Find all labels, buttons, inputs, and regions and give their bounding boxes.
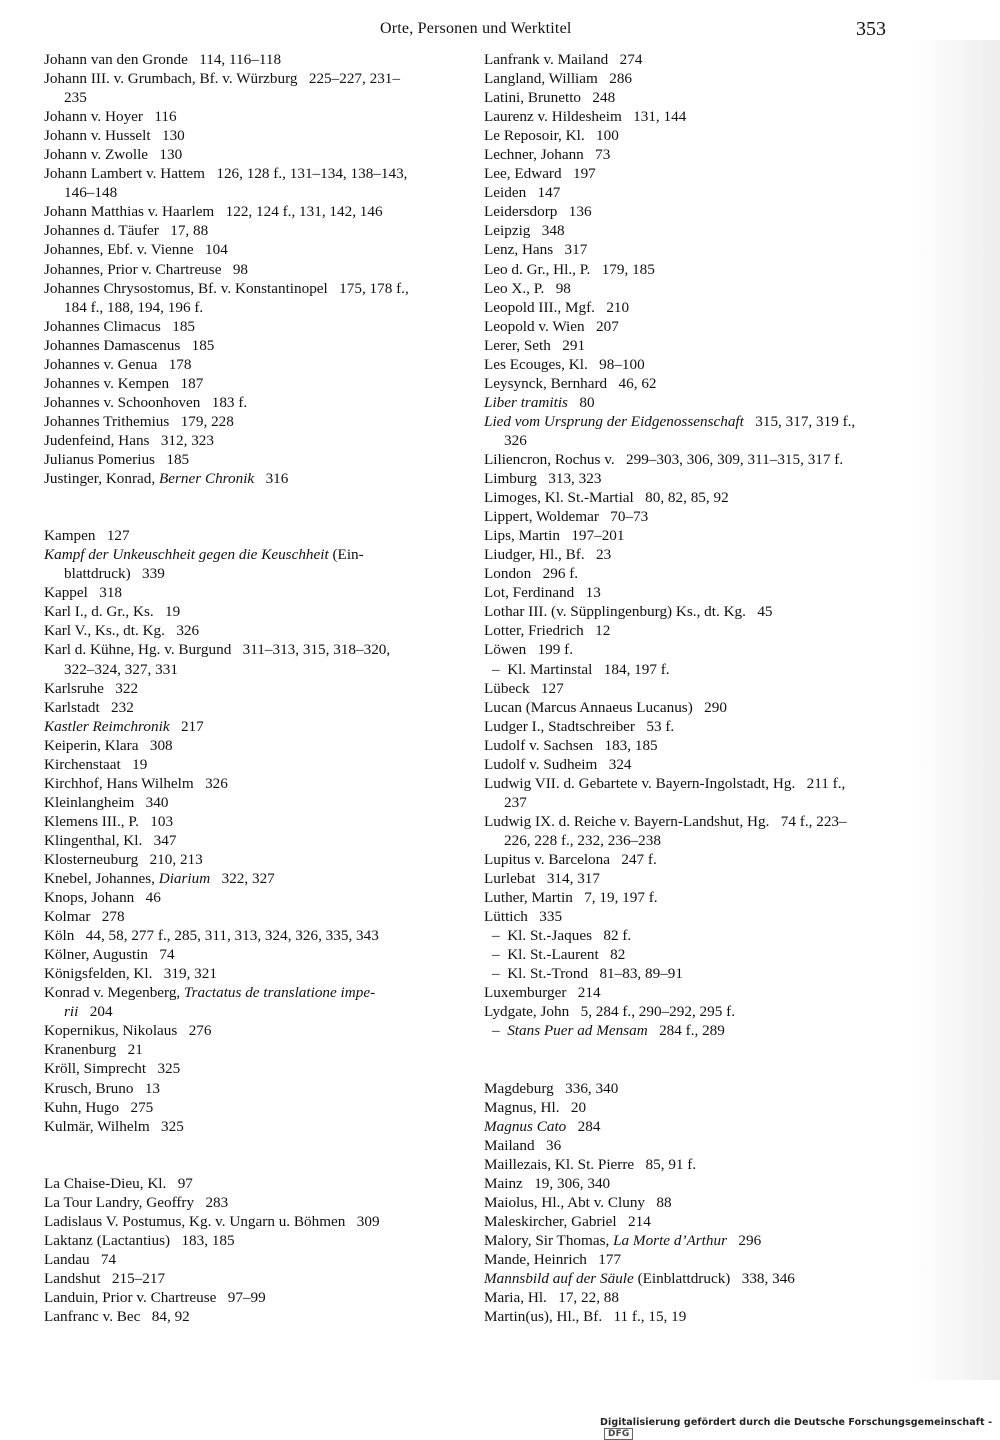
index-entry bbox=[484, 545, 914, 564]
index-subentry bbox=[484, 1021, 914, 1040]
entry-line: Johann v. Hoyer 116 bbox=[44, 108, 177, 126]
index-entry bbox=[484, 69, 914, 88]
index-entry bbox=[44, 107, 464, 126]
entry-line: Leiden 147 bbox=[484, 184, 561, 202]
page-edge-shadow bbox=[910, 40, 1000, 1380]
index-entry bbox=[44, 755, 464, 774]
index-entry bbox=[484, 888, 914, 907]
entry-line: – Kl. St.-Jaques 82 f. bbox=[492, 927, 632, 945]
index-entry bbox=[44, 602, 464, 621]
entry-line: Kirchenstaat 19 bbox=[44, 755, 148, 773]
entry-line: Maria, Hl. 17, 22, 88 bbox=[484, 1289, 619, 1307]
entry-pages: 284 f., 289 bbox=[647, 1022, 725, 1040]
entry-line: Johann Lambert v. Hattem 126, 128 f., 131–134, 138–143, bbox=[44, 165, 408, 183]
index-entry bbox=[44, 736, 464, 755]
entry-line: – Kl. Martinstal 184, 197 f. bbox=[492, 660, 670, 678]
index-entry bbox=[484, 736, 914, 755]
index-entry bbox=[44, 69, 464, 107]
entry-line: Johannes d. Täufer 17, 88 bbox=[44, 222, 209, 240]
entry-line: Karl V., Ks., dt. Kg. 326 bbox=[44, 622, 200, 640]
entry-line: Limburg 313, 323 bbox=[484, 470, 602, 488]
index-entry bbox=[44, 1040, 464, 1059]
index-entry bbox=[484, 907, 914, 926]
entry-line: Lüttich 335 bbox=[484, 908, 563, 926]
index-entry bbox=[44, 431, 464, 450]
index-entry bbox=[484, 260, 914, 279]
index-entry bbox=[484, 602, 914, 621]
footer-text: Digitalisierung gefördert durch die Deutsche Forschungsgemeinschaft - bbox=[600, 1417, 993, 1428]
entry-title-italic: Stans Puer ad Mensam bbox=[507, 1022, 648, 1040]
entry-line: Lotter, Friedrich 12 bbox=[484, 622, 611, 640]
index-entry bbox=[44, 698, 464, 717]
entry-line: Johannes Chrysostomus, Bf. v. Konstantinopel 175, 178 f., bbox=[44, 279, 409, 297]
index-entry bbox=[484, 621, 914, 640]
index-entry bbox=[484, 1174, 914, 1193]
entry-pages: 316 bbox=[254, 470, 289, 488]
index-entry bbox=[484, 869, 914, 888]
entry-title-italic: Kastler Reimchronik bbox=[44, 717, 170, 735]
entry-line: Klingenthal, Kl. 347 bbox=[44, 831, 177, 849]
entry-line bbox=[484, 1117, 914, 1136]
index-entry bbox=[484, 1098, 914, 1117]
entry-text: Malory, Sir Thomas, bbox=[484, 1231, 614, 1249]
entry-line bbox=[484, 1231, 914, 1250]
entry-continuation: 237 bbox=[504, 793, 527, 811]
index-entry bbox=[44, 583, 464, 602]
entry-continuation: 322–324, 327, 331 bbox=[64, 660, 178, 678]
entry-line: Lot, Ferdinand 13 bbox=[484, 584, 601, 602]
index-entry bbox=[44, 545, 464, 583]
index-entry bbox=[484, 526, 914, 545]
index-entry bbox=[44, 888, 464, 907]
index-entry bbox=[484, 221, 914, 240]
entry-line: Johannes v. Genua 178 bbox=[44, 355, 192, 373]
index-entry bbox=[44, 240, 464, 259]
index-entry bbox=[484, 1269, 914, 1288]
page-number: 353 bbox=[856, 18, 886, 40]
entry-line: London 296 f. bbox=[484, 565, 579, 583]
index-entry bbox=[44, 1250, 464, 1269]
entry-line: Leo X., P. 98 bbox=[484, 279, 571, 297]
entry-line: Kappel 318 bbox=[44, 584, 123, 602]
entry-line: – Kl. St.-Trond 81–83, 89–91 bbox=[492, 965, 683, 983]
entry-line: Leo d. Gr., Hl., P. 179, 185 bbox=[484, 260, 655, 278]
entry-line: Lurlebat 314, 317 bbox=[484, 870, 600, 888]
entry-pages: 296 bbox=[727, 1231, 762, 1249]
index-entry bbox=[44, 202, 464, 221]
index-entry bbox=[44, 336, 464, 355]
index-entry bbox=[44, 393, 464, 412]
entry-line: Landshut 215–217 bbox=[44, 1270, 166, 1287]
entry-line: Maillezais, Kl. St. Pierre 85, 91 f. bbox=[484, 1155, 697, 1173]
index-entry bbox=[484, 1307, 914, 1326]
index-entry bbox=[44, 1193, 464, 1212]
entry-text: Konrad v. Megenberg, bbox=[44, 984, 185, 1002]
index-entry bbox=[44, 812, 464, 831]
entry-line: Julianus Pomerius 185 bbox=[44, 450, 190, 468]
index-entry bbox=[44, 964, 464, 983]
entry-line: Johannes v. Schoonhoven 183 f. bbox=[44, 393, 248, 411]
index-entry bbox=[44, 945, 464, 964]
entry-title-italic: Tractatus de translatione impe- bbox=[184, 984, 376, 1002]
index-entry bbox=[44, 355, 464, 374]
index-entry bbox=[44, 1117, 464, 1136]
index-entry bbox=[44, 621, 464, 640]
entry-continuation: 226, 228 f., 232, 236–238 bbox=[504, 831, 661, 849]
section-gap bbox=[44, 1136, 464, 1174]
entry-line: Kopernikus, Nikolaus 276 bbox=[44, 1022, 212, 1040]
index-entry bbox=[44, 469, 464, 488]
index-entry bbox=[484, 1250, 914, 1269]
entry-line: Martin(us), Hl., Bf. 11 f., 15, 19 bbox=[484, 1308, 687, 1326]
entry-line: Johannes v. Kempen 187 bbox=[44, 374, 204, 392]
entry-line: Johannes Damascenus 185 bbox=[44, 336, 215, 354]
entry-line bbox=[44, 469, 464, 488]
entry-line: Königsfelden, Kl. 319, 321 bbox=[44, 965, 217, 983]
entry-line: Ludger I., Stadtschreiber 53 f. bbox=[484, 717, 675, 735]
running-header bbox=[0, 12, 1000, 42]
section-gap bbox=[484, 1040, 914, 1078]
index-entry bbox=[484, 1136, 914, 1155]
entry-line: Maleskircher, Gabriel 214 bbox=[484, 1212, 651, 1230]
index-entry bbox=[44, 1098, 464, 1117]
entry-line bbox=[484, 412, 914, 431]
entry-line: Langland, William 286 bbox=[484, 70, 633, 88]
entry-title-italic: Magnus Cato bbox=[484, 1117, 567, 1135]
index-entry bbox=[484, 774, 914, 812]
entry-line: Klemens III., P. 103 bbox=[44, 812, 174, 830]
entry-text: – bbox=[492, 1022, 508, 1040]
index-entry bbox=[484, 317, 914, 336]
index-entry bbox=[44, 1174, 464, 1193]
entry-line: Leopold III., Mgf. 210 bbox=[484, 298, 630, 316]
entry-line bbox=[44, 717, 464, 736]
index-entry bbox=[44, 774, 464, 793]
entry-line: Karl I., d. Gr., Ks. 19 bbox=[44, 603, 181, 621]
entry-pages: 315, 317, 319 f., bbox=[743, 412, 856, 430]
entry-line: Knops, Johann 46 bbox=[44, 889, 161, 907]
entry-line: Lippert, Woldemar 70–73 bbox=[484, 508, 649, 526]
entry-line: Maiolus, Hl., Abt v. Cluny 88 bbox=[484, 1193, 672, 1211]
dfg-logo: DFG bbox=[604, 1428, 633, 1440]
index-entry bbox=[484, 355, 914, 374]
entry-line: Mainz 19, 306, 340 bbox=[484, 1174, 611, 1192]
entry-line: Kleinlangheim 340 bbox=[44, 793, 169, 811]
index-entry bbox=[44, 260, 464, 279]
index-entry bbox=[484, 507, 914, 526]
footer-credit bbox=[600, 1417, 1000, 1440]
entry-line: Liudger, Hl., Bf. 23 bbox=[484, 546, 612, 564]
index-entry bbox=[484, 298, 914, 317]
entry-line bbox=[484, 1269, 914, 1288]
entry-line: – Kl. St.-Laurent 82 bbox=[492, 946, 626, 964]
index-entry bbox=[44, 1212, 464, 1231]
index-entry bbox=[484, 1002, 914, 1021]
entry-continuation: 184 f., 188, 194, 196 f. bbox=[64, 298, 204, 316]
index-entry bbox=[484, 126, 914, 145]
index-entry bbox=[44, 983, 464, 1021]
entry-text: Knebel, Johannes, bbox=[44, 870, 159, 888]
index-entry bbox=[44, 145, 464, 164]
entry-line: La Tour Landry, Geoffry 283 bbox=[44, 1193, 229, 1211]
entry-line: Ludolf v. Sachsen 183, 185 bbox=[484, 736, 658, 754]
index-entry bbox=[44, 907, 464, 926]
index-entry bbox=[484, 412, 914, 450]
index-entry bbox=[484, 183, 914, 202]
index-entry bbox=[484, 88, 914, 107]
entry-title-italic: rii bbox=[64, 1003, 79, 1021]
index-entry bbox=[44, 640, 464, 678]
index-entry bbox=[484, 488, 914, 507]
entry-line: Köln 44, 58, 277 f., 285, 311, 313, 324, 326, 335, 343 bbox=[44, 927, 379, 945]
entry-line: Kölner, Augustin 74 bbox=[44, 946, 175, 964]
entry-line: Karlstadt 232 bbox=[44, 698, 134, 716]
index-entry bbox=[44, 412, 464, 431]
index-subentry bbox=[484, 945, 914, 964]
index-entry bbox=[484, 679, 914, 698]
index-entry bbox=[44, 1288, 464, 1307]
index-entry bbox=[484, 1231, 914, 1250]
entry-pages: 322, 327 bbox=[210, 870, 275, 888]
index-entry bbox=[484, 583, 914, 602]
index-entry bbox=[484, 1288, 914, 1307]
entry-line: Johann v. Zwolle 130 bbox=[44, 146, 183, 164]
index-entry bbox=[484, 1079, 914, 1098]
entry-line: Luxemburger 214 bbox=[484, 984, 601, 1002]
entry-line: Kuhn, Hugo 275 bbox=[44, 1098, 154, 1116]
entry-line: Lechner, Johann 73 bbox=[484, 146, 611, 164]
index-entry bbox=[484, 1117, 914, 1136]
index-entry bbox=[44, 717, 464, 736]
entry-line bbox=[44, 983, 464, 1002]
entry-line bbox=[44, 869, 464, 888]
entry-continuation: 326 bbox=[504, 431, 527, 449]
index-entry bbox=[484, 450, 914, 469]
entry-line: Lerer, Seth 291 bbox=[484, 336, 586, 354]
index-entry bbox=[484, 202, 914, 221]
entry-continuation bbox=[44, 1002, 464, 1021]
index-entry bbox=[484, 336, 914, 355]
index-entry bbox=[484, 393, 914, 412]
entry-line: Keiperin, Klara 308 bbox=[44, 736, 173, 754]
index-entry bbox=[44, 869, 464, 888]
entry-line: Kröll, Simprecht 325 bbox=[44, 1060, 181, 1078]
entry-line: Ludwig VII. d. Gebartete v. Bayern-Ingolstadt, Hg. 211 f., bbox=[484, 774, 846, 792]
index-subentry bbox=[484, 926, 914, 945]
index-entry bbox=[44, 1021, 464, 1040]
entry-line: Magdeburg 336, 340 bbox=[484, 1079, 619, 1097]
entry-pages: 284 bbox=[566, 1117, 601, 1135]
entry-line: Johannes Climacus 185 bbox=[44, 317, 196, 335]
index-entry bbox=[44, 831, 464, 850]
entry-line: Lee, Edward 197 bbox=[484, 165, 596, 183]
index-entry bbox=[44, 1231, 464, 1250]
entry-pages: (Einblattdruck) 338, 346 bbox=[633, 1270, 795, 1287]
entry-pages: (Ein- bbox=[328, 546, 364, 564]
entry-text: Justinger, Konrad, bbox=[44, 470, 159, 488]
entry-line: Kranenburg 21 bbox=[44, 1041, 143, 1059]
entry-line: Liliencron, Rochus v. 299–303, 306, 309, 311–315, 317 f. bbox=[484, 450, 844, 468]
index-column-right bbox=[484, 50, 914, 1326]
index-entry bbox=[44, 164, 464, 202]
index-entry bbox=[484, 240, 914, 259]
entry-line: Leipzig 348 bbox=[484, 222, 565, 240]
index-entry bbox=[484, 50, 914, 69]
index-subentry bbox=[484, 964, 914, 983]
index-entry bbox=[484, 374, 914, 393]
entry-line: Les Ecouges, Kl. 98–100 bbox=[484, 355, 645, 373]
entry-line: Kirchhof, Hans Wilhelm 326 bbox=[44, 774, 228, 792]
index-entry bbox=[44, 1079, 464, 1098]
entry-line: Judenfeind, Hans 312, 323 bbox=[44, 431, 214, 449]
entry-line: Laktanz (Lactantius) 183, 185 bbox=[44, 1231, 235, 1249]
entry-line: Kulmär, Wilhelm 325 bbox=[44, 1117, 184, 1135]
entry-line: Johannes, Prior v. Chartreuse 98 bbox=[44, 260, 249, 278]
entry-line: Johann Matthias v. Haarlem 122, 124 f., 131, 142, 146 bbox=[44, 203, 383, 221]
entry-line: Johannes Trithemius 179, 228 bbox=[44, 412, 234, 430]
index-entry bbox=[484, 1212, 914, 1231]
entry-line: Le Reposoir, Kl. 100 bbox=[484, 127, 619, 145]
entry-line: Limoges, Kl. St.-Martial 80, 82, 85, 92 bbox=[484, 489, 729, 507]
entry-line: Lupitus v. Barcelona 247 f. bbox=[484, 850, 657, 868]
entry-line: Lydgate, John 5, 284 f., 290–292, 295 f. bbox=[484, 1003, 735, 1021]
index-entry bbox=[44, 279, 464, 317]
index-subentry bbox=[484, 660, 914, 679]
index-entry bbox=[484, 469, 914, 488]
entry-line: Krusch, Bruno 13 bbox=[44, 1079, 161, 1097]
index-entry bbox=[484, 717, 914, 736]
entry-pages: 204 bbox=[78, 1003, 113, 1021]
index-entry bbox=[484, 1155, 914, 1174]
entry-line: Kampen 127 bbox=[44, 527, 130, 545]
index-entry bbox=[484, 640, 914, 659]
index-entry bbox=[44, 1269, 464, 1288]
entry-line: Leopold v. Wien 207 bbox=[484, 317, 619, 335]
index-entry bbox=[44, 374, 464, 393]
entry-line: Klosterneuburg 210, 213 bbox=[44, 850, 203, 868]
entry-line: Mande, Heinrich 177 bbox=[484, 1250, 622, 1268]
index-entry bbox=[484, 1193, 914, 1212]
index-entry bbox=[44, 526, 464, 545]
entry-line: Lucan (Marcus Annaeus Lucanus) 290 bbox=[484, 698, 727, 716]
entry-line: Landau 74 bbox=[44, 1250, 117, 1268]
entry-line: Leidersdorp 136 bbox=[484, 203, 592, 221]
entry-line: Ladislaus V. Postumus, Kg. v. Ungarn u. Böhmen 309 bbox=[44, 1212, 380, 1230]
entry-line: Lübeck 127 bbox=[484, 679, 564, 697]
index-entry bbox=[44, 1059, 464, 1078]
index-entry bbox=[44, 1307, 464, 1326]
index-entry bbox=[484, 983, 914, 1002]
entry-line: Leysynck, Bernhard 46, 62 bbox=[484, 374, 657, 392]
entry-line: Karl d. Kühne, Hg. v. Burgund 311–313, 315, 318–320, bbox=[44, 641, 391, 659]
index-entry bbox=[484, 564, 914, 583]
entry-continuation: 235 bbox=[64, 89, 87, 107]
entry-line bbox=[484, 1021, 914, 1040]
entry-line: Magnus, Hl. 20 bbox=[484, 1098, 587, 1116]
entry-line: Löwen 199 f. bbox=[484, 641, 573, 659]
index-entry bbox=[484, 145, 914, 164]
index-column-left bbox=[44, 50, 464, 1326]
entry-line: Johann van den Gronde 114, 116–118 bbox=[44, 51, 282, 68]
entry-line: Ludolf v. Sudheim 324 bbox=[484, 755, 632, 773]
entry-title-italic: Berner Chronik bbox=[158, 470, 255, 488]
entry-line: Ludwig IX. d. Reiche v. Bayern-Landshut, Hg. 74 f., 223– bbox=[484, 812, 847, 830]
entry-title-italic: Mannsbild auf der Säule bbox=[484, 1270, 634, 1287]
running-head-title: Orte, Personen und Werktitel bbox=[380, 20, 572, 37]
index-entry bbox=[44, 50, 464, 69]
entry-title-italic: Kampf der Unkeuschheit gegen die Keuschheit bbox=[44, 546, 329, 564]
index-entry bbox=[484, 698, 914, 717]
index-entry bbox=[44, 793, 464, 812]
index-entry bbox=[484, 279, 914, 298]
index-entry bbox=[44, 126, 464, 145]
entry-continuation: 146–148 bbox=[64, 184, 118, 202]
entry-line: Johann III. v. Grumbach, Bf. v. Würzburg 225–227, 231– bbox=[44, 70, 400, 88]
entry-title-italic: Lied vom Ursprung der Eidgenossenschaft bbox=[484, 412, 744, 430]
index-entry bbox=[44, 317, 464, 336]
entry-line: Lips, Martin 197–201 bbox=[484, 527, 625, 545]
index-entry bbox=[44, 450, 464, 469]
entry-line: Lanfranc v. Bec 84, 92 bbox=[44, 1308, 190, 1326]
entry-continuation: blattdruck) 339 bbox=[64, 565, 165, 583]
index-entry bbox=[484, 164, 914, 183]
section-gap bbox=[44, 488, 464, 526]
index-entry bbox=[44, 850, 464, 869]
index-entry bbox=[484, 850, 914, 869]
index-entry bbox=[44, 221, 464, 240]
index-entry bbox=[484, 812, 914, 850]
entry-title-italic: Diarium bbox=[158, 870, 211, 888]
index-entry bbox=[484, 755, 914, 774]
entry-line: Lanfrank v. Mailand 274 bbox=[484, 51, 643, 68]
entry-line: Johann v. Husselt 130 bbox=[44, 127, 185, 145]
entry-line: La Chaise-Dieu, Kl. 97 bbox=[44, 1174, 193, 1192]
entry-title-italic: La Morte d’Arthur bbox=[613, 1231, 727, 1249]
entry-line: Luther, Martin 7, 19, 197 f. bbox=[484, 889, 658, 907]
entry-title-italic: Liber tramitis bbox=[484, 393, 568, 411]
entry-line: Laurenz v. Hildesheim 131, 144 bbox=[484, 108, 687, 126]
entry-pages: 80 bbox=[567, 393, 595, 411]
entry-line: Lothar III. (v. Süpplingenburg) Ks., dt. Kg. 45 bbox=[484, 603, 773, 621]
entry-line: Landuin, Prior v. Chartreuse 97–99 bbox=[44, 1289, 266, 1307]
entry-line: Mailand 36 bbox=[484, 1136, 562, 1154]
entry-line bbox=[44, 545, 464, 564]
entry-line: Johannes, Ebf. v. Vienne 104 bbox=[44, 241, 228, 259]
entry-line: Kolmar 278 bbox=[44, 908, 125, 926]
index-entry bbox=[484, 107, 914, 126]
entry-line: Latini, Brunetto 248 bbox=[484, 89, 616, 107]
entry-line bbox=[484, 393, 914, 412]
index-entry bbox=[44, 926, 464, 945]
entry-line: Karlsruhe 322 bbox=[44, 679, 139, 697]
entry-line: Lenz, Hans 317 bbox=[484, 241, 588, 259]
entry-pages: 217 bbox=[169, 717, 204, 735]
index-entry bbox=[44, 679, 464, 698]
